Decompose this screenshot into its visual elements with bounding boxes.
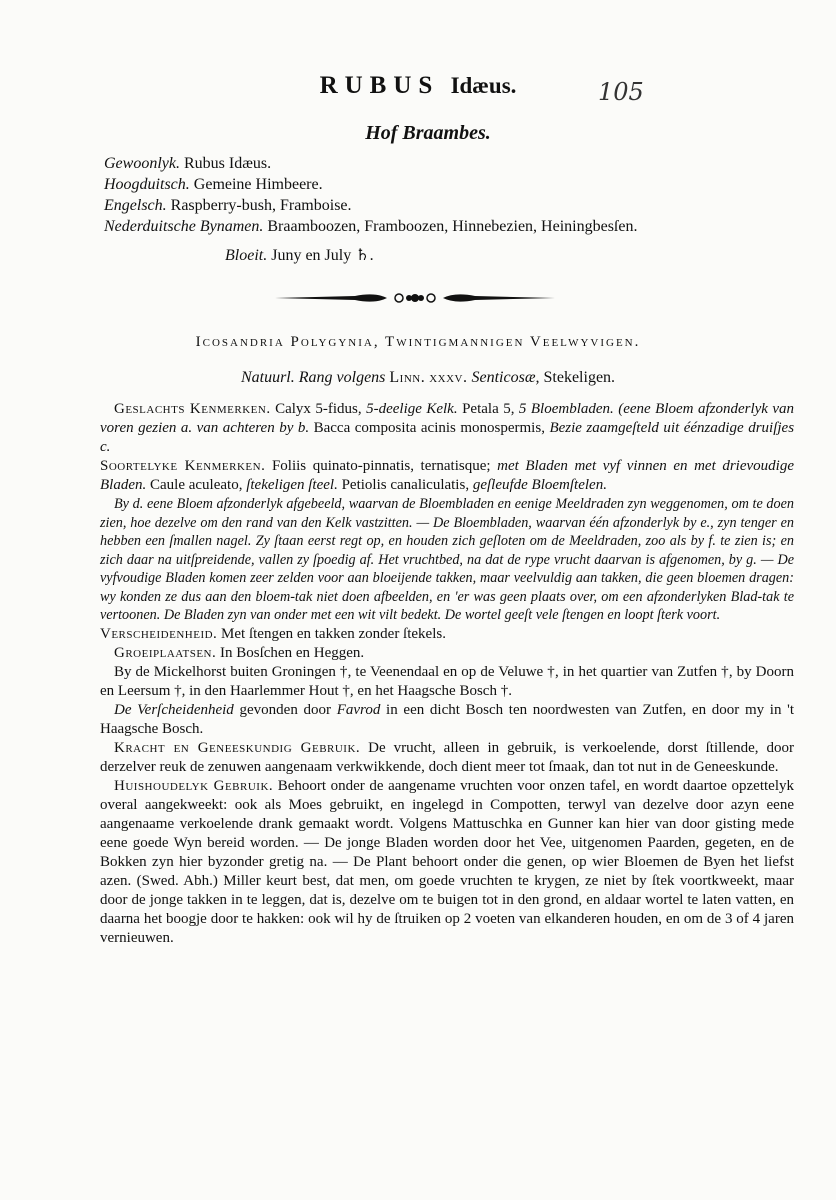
habitat-locations: By de Mickelhorst buiten Groningen †, te Veenendaal en op de Veluwe †, in het quartier van Zutfen †, by Doorn en Leersum †, in den Haarlemmer Hout †, en het Haagsche Bosch †. bbox=[100, 663, 794, 699]
name-dutch-synonyms: Nederduitsche Bynamen. Braamboozen, Framboozen, Hinnebezien, Heiningbesſen. bbox=[104, 218, 638, 235]
figure-description: By d. eene Bloem afzonderlyk afgebeeld, waarvan de Bloembladen en eenige Meeldraden zyn weggenomen, om te doen zien, hoe dezelve om den rand van den Kelk vastzitten. — De Bloembladen, waarvan één afzonderlyk by e., zyn tenger en hebben een ſmallen nagel. Zy ſtaan eerst regt op, en houden zich geſloten om de Meeldraden, zoo als by f. te zien is; en zich daar na uitſpreidende, vallen zy ſpoedig af. Het vruchtbed, na dat de rype vrucht daarvan is afgenomen, by g. — De vyfvoudige Bladen komen zeer zelden voor aan bloeijende takken, maar veelvuldig aan takken, die geen bloemen dragen: wy konden ze dus aan den bloem-tak niet doen afbeelden, en 'er was geen plaats over, om een afzonderlyken Blad-tak te vertoonen. De Bladen zyn van onder met een wit vilt bedekt. De wortel geeſt vele ſtengen en loopt ſterk voort. bbox=[100, 496, 794, 623]
household-use-section: Huishoudelyk Gebruik. Behoort onder de aangename vruchten voor onzen tafel, en wordt daartoe opzettelyk overal aangekweekt: ook als Moes gebruikt, en ingelegd in Compotten, terwyl van dezelve door azyn eene aangenaame verkoelende drank gemaakt wordt. Volgens Mattuschka en Gunner kan hier van door gisting mede eene goede Wyn bereid worden. — De jonge Bladen worden door het Vee, uitgenomen Paarden, gegeten, en de Bokken zyn hier byzonder gretig na. — De Plant behoort onder die genen, op wier Bloemen de Byen het liefst azen. (Swed. Abh.) Miller keurt best, dat men, om goede vruchten te krygen, ze niet by ſtek voortkweekt, maar door de jonge takken in te leggen, dat is, dezelve om te buigen tot in den grond, en aldaar wortel te laten vatten, en daarna het boogje door te hakken: ook wil hy de ſtruiken op 2 voeten van elkanderen houden, en om de 3 of 4 jaren vernieuwen. bbox=[100, 777, 795, 946]
species-characters: Soortelyke Kenmerken. Foliis quinato-pinnatis, ternatisque; met Bladen met vyf vinnen en met drievoudige Bladen. Caule aculeato, ſtekeligen ſteel. Petiolis canaliculatis, geſleufde Bloemſtelen. bbox=[100, 458, 794, 493]
name-german: Hoogduitsch. Gemeine Himbeere. bbox=[104, 176, 323, 193]
species-name: Idæus. bbox=[450, 73, 517, 98]
ornament-divider-icon bbox=[275, 290, 555, 306]
names-list bbox=[104, 153, 637, 237]
name-common: Gewoonlyk. Rubus Idæus. bbox=[104, 155, 272, 172]
natural-rank: Natuurl. Rang volgens Linn. xxxv. Senticosæ, Stekeligen. bbox=[240, 369, 616, 386]
genus-name: RUBUS bbox=[319, 72, 440, 99]
dutch-common-name: Hof Braambes. bbox=[365, 122, 491, 144]
medicinal-use-section: Kracht en Geneeskundig Gebruik. De vrucht, alleen in gebruik, is verkoelende, dorst ſtillende, door derzelver reuk de zenuwen aangenaam verkwikkende, doch dient meer tot ſmaak, dan tot nut in de Geneeskunde. bbox=[100, 739, 794, 775]
variety-section: Verscheidenheid. Met ſtengen en takken zonder ſtekels. bbox=[100, 625, 446, 642]
genus-characters: Geslachts Kenmerken. Calyx 5-fidus, 5-deelige Kelk. Petala 5, 5 Bloembladen. (eene Bloem afzonderlyk van voren gezien a. van achteren by b. Bacca composita acinis monospermis, Bezie zaamgeſteld uit éénzadige druiſjes c. bbox=[100, 401, 795, 455]
name-english: Engelsch. Raspberry-bush, Framboise. bbox=[104, 197, 352, 214]
flowering-period: Bloeit. Juny en July ♄. bbox=[225, 247, 374, 264]
variety-location: De Verſcheidenheid gevonden door Favrod in een dicht Bosch ten noordwesten van Zutfen, en door my in 't Haagsche Bosch. bbox=[100, 701, 795, 737]
habitat-section: Groeiplaatsen. In Bosſchen en Heggen. bbox=[114, 644, 365, 661]
main-text bbox=[100, 400, 794, 948]
linnaean-class: Icosandria Polygynia, Twintigmannigen Veelwyvigen. bbox=[195, 334, 641, 350]
page-number: 105 bbox=[598, 78, 644, 106]
page-title bbox=[0, 72, 836, 100]
